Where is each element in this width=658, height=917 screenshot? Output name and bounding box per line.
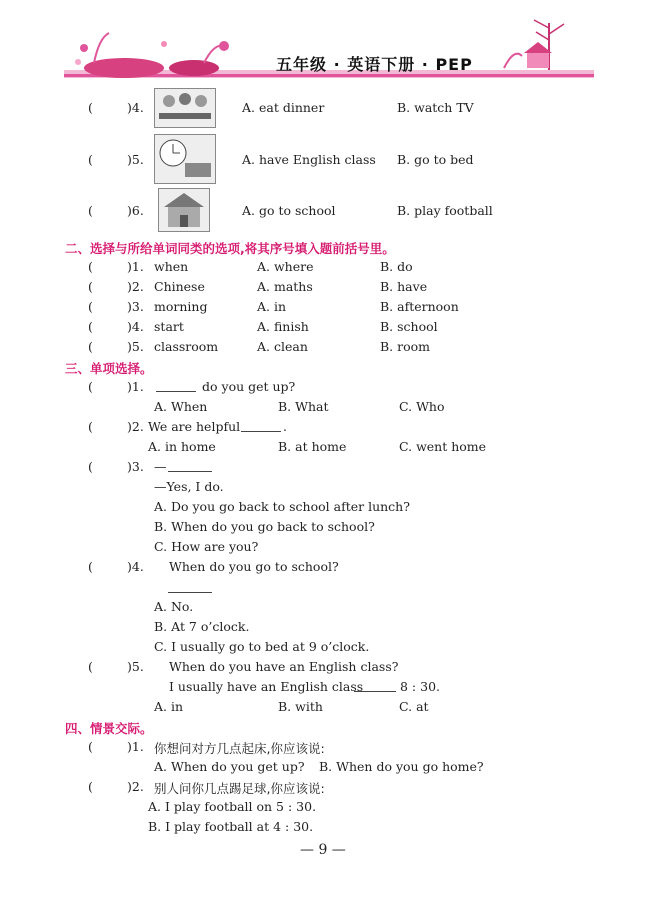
question-stem: When do you go to school? (169, 559, 339, 574)
option-b: B. at home (278, 439, 347, 454)
answer-paren[interactable]: ( (88, 152, 93, 167)
answer-blank[interactable] (168, 459, 212, 472)
question-stem: We are helpful (148, 419, 241, 434)
question-stem: When do you have an English class? (169, 659, 399, 674)
option-b: B. When do you go home? (319, 759, 484, 774)
option-a: A. maths (257, 279, 313, 294)
question-number: )5. (127, 339, 144, 354)
option-b: B. At 7 o’clock. (154, 619, 250, 634)
option-b: B. school (380, 319, 438, 334)
answer-paren[interactable]: ( (88, 339, 93, 354)
option-a: A. When (154, 399, 208, 414)
dialogue-dash: — (154, 459, 167, 474)
period: . (283, 419, 287, 434)
question-number: )6. (127, 203, 144, 218)
question-number: )1. (127, 739, 144, 754)
given-word: Chinese (154, 279, 205, 294)
section2-title: 二、选择与所给单词同类的选项,将其序号填入题前括号里。 (65, 241, 395, 256)
question-number: )3. (127, 459, 144, 474)
question-number: )4. (127, 100, 144, 115)
option-a: A. in (154, 699, 184, 714)
question-number: )1. (127, 259, 144, 274)
header-banner (64, 18, 594, 80)
answer-paren[interactable]: ( (88, 379, 93, 394)
option-a: A. When do you get up? (154, 759, 305, 774)
question-stem: do you get up? (202, 379, 296, 394)
option-a: A. where (257, 259, 314, 274)
page-number: — 9 — (300, 842, 346, 858)
answer-blank[interactable] (241, 419, 281, 432)
given-word: classroom (154, 339, 219, 354)
clock-bedroom-icon (154, 134, 216, 184)
answer-paren[interactable]: ( (88, 203, 93, 218)
answer-paren[interactable]: ( (88, 259, 93, 274)
answer-paren[interactable]: ( (88, 279, 93, 294)
option-b: B. play football (397, 203, 493, 218)
option-b: B. What (278, 399, 329, 414)
question-number: )1. (127, 379, 144, 394)
answer-paren[interactable]: ( (88, 419, 93, 434)
answer-blank[interactable] (156, 379, 196, 392)
question-number: )3. (127, 299, 144, 314)
option-a: A. in (257, 299, 287, 314)
question-prompt: 你想问对方几点起床,你应该说: (154, 741, 325, 756)
section4-title: 四、情景交际。 (65, 721, 153, 736)
option-a: A. finish (257, 319, 309, 334)
question-number: )2. (127, 419, 144, 434)
header-title: 五年级 · 英语下册 · PEP (276, 55, 473, 74)
option-a: A. have English class (242, 152, 376, 167)
answer-paren[interactable]: ( (88, 559, 93, 574)
option-c: C. How are you? (154, 539, 259, 554)
option-a: A. I play football on 5 : 30. (148, 799, 317, 814)
option-b: B. room (380, 339, 431, 354)
question-prompt: 别人问你几点踢足球,你应该说: (154, 781, 325, 796)
family-dinner-icon (154, 88, 216, 128)
answer-paren[interactable]: ( (88, 739, 93, 754)
question-number: )4. (127, 319, 144, 334)
answer-paren[interactable]: ( (88, 779, 93, 794)
option-b: B. afternoon (380, 299, 459, 314)
section3-title: 三、单项选择。 (65, 361, 153, 376)
dialogue-reply-end: 8 : 30. (400, 679, 440, 694)
dialogue-reply: I usually have an English class (169, 679, 364, 694)
answer-paren[interactable]: ( (88, 659, 93, 674)
answer-blank[interactable] (354, 679, 396, 692)
question-number: )2. (127, 779, 144, 794)
answer-paren[interactable]: ( (88, 299, 93, 314)
answer-blank[interactable] (168, 580, 212, 593)
option-b: B. watch TV (397, 100, 474, 115)
option-c: C. went home (399, 439, 487, 454)
option-a: A. No. (154, 599, 194, 614)
answer-paren[interactable]: ( (88, 459, 93, 474)
answer-paren[interactable]: ( (88, 100, 93, 115)
option-c: C. I usually go to bed at 9 o’clock. (154, 639, 370, 654)
question-number: )2. (127, 279, 144, 294)
option-b: B. with (278, 699, 323, 714)
option-a: A. Do you go back to school after lunch? (154, 499, 410, 514)
question-number: )5. (127, 152, 144, 167)
question-number: )4. (127, 559, 144, 574)
school-building-icon (158, 188, 210, 232)
option-a: A. go to school (242, 203, 336, 218)
dialogue-reply: —Yes, I do. (154, 479, 224, 494)
given-word: start (154, 319, 184, 334)
option-a: A. in home (148, 439, 216, 454)
option-b: B. When do you go back to school? (154, 519, 375, 534)
option-b: B. have (380, 279, 428, 294)
option-a: A. eat dinner (242, 100, 325, 115)
option-c: C. at (399, 699, 429, 714)
option-a: A. clean (257, 339, 308, 354)
given-word: morning (154, 299, 208, 314)
question-number: )5. (127, 659, 144, 674)
option-b: B. do (380, 259, 413, 274)
option-b: B. I play football at 4 : 30. (148, 819, 314, 834)
option-b: B. go to bed (397, 152, 474, 167)
answer-paren[interactable]: ( (88, 319, 93, 334)
option-c: C. Who (399, 399, 445, 414)
given-word: when (154, 259, 189, 274)
